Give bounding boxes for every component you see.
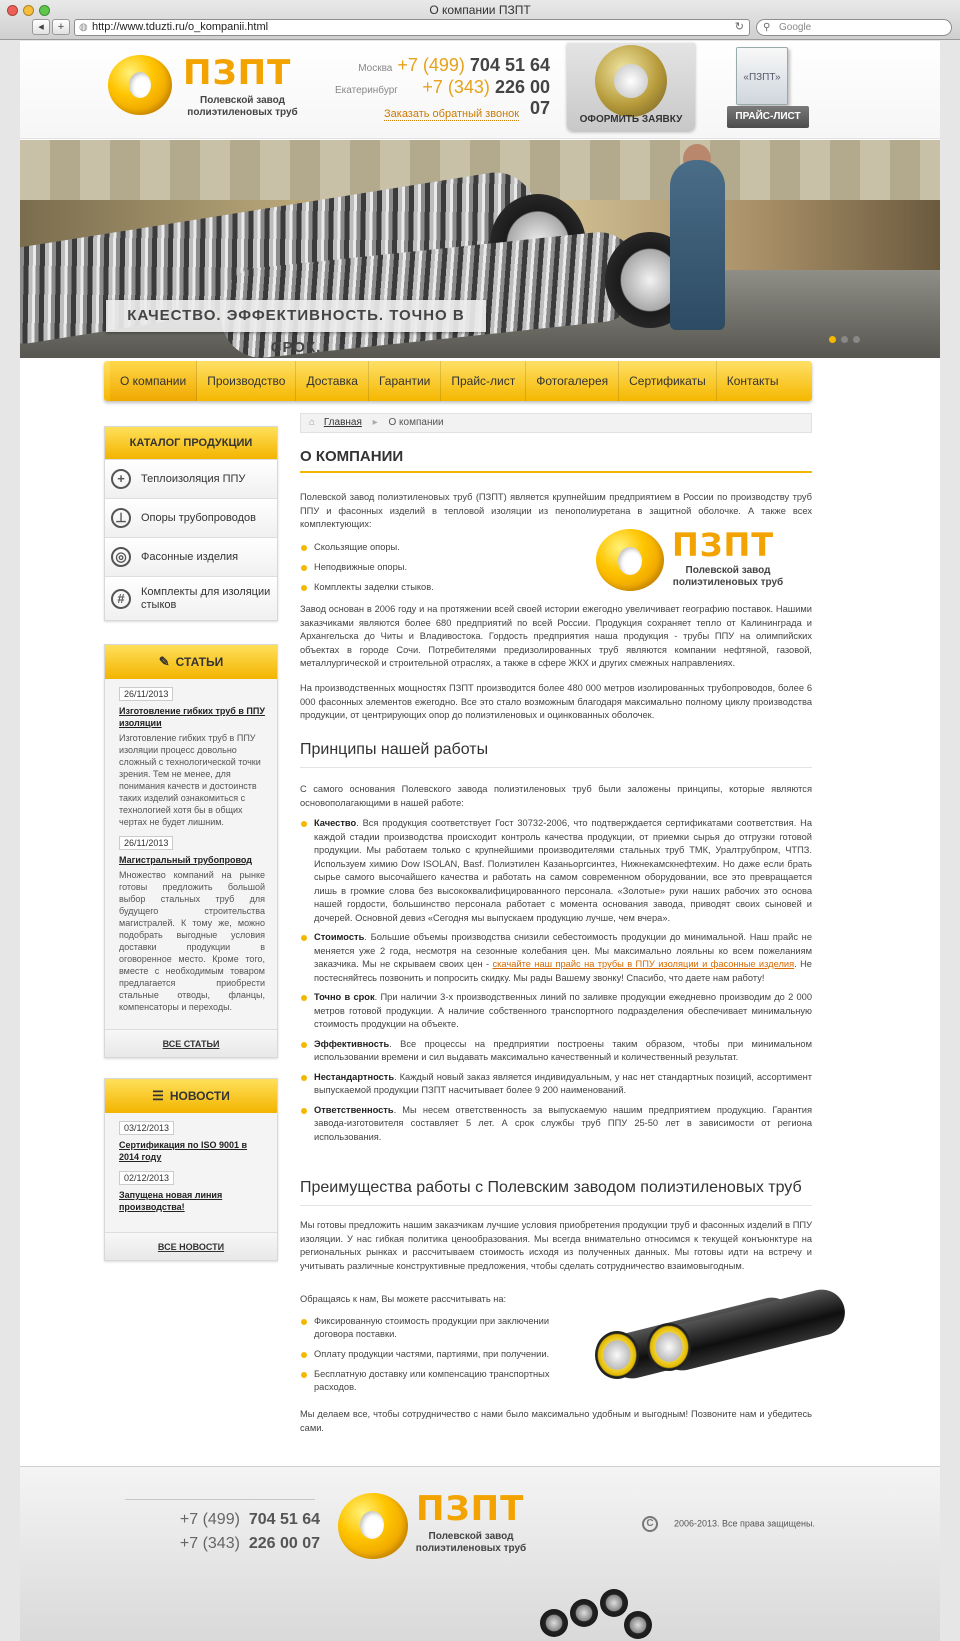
article-excerpt: Изготовление гибких труб в ППУ изоляции процесс довольно сложный с технологической точки зрения. Тем не менее, для понимания качеств и достоинств таких изделий ознакомиться с технологией хотя бы в общих чертах не будет лишним.: [119, 733, 261, 827]
pipes-product-image: [587, 1277, 807, 1399]
gold-ring-icon: [595, 45, 667, 117]
window-title: О компании ПЗПТ: [429, 3, 531, 17]
menu-item-price-list[interactable]: Прайс-лист: [441, 361, 526, 401]
articles-title: СТАТЬИ: [175, 655, 224, 669]
logo-subtitle: [180, 95, 305, 118]
main-menu: [104, 361, 812, 401]
principle-responsibility: Ответственность. Мы несем ответственность за выпускаемую нашим предприятием продукцию. Гарантия завода-изготовителя составляет 5 лет. А срок службы труб ППУ 25-50 лет в зависимости от региона использования.: [300, 1104, 812, 1145]
phone-moscow[interactable]: [335, 55, 550, 77]
logo-subtitle-line1: Полевской завод: [200, 95, 285, 106]
article-title-link[interactable]: Изготовление гибких труб в ППУ изоляции: [119, 706, 265, 728]
advantages-heading: Преимущества работы с Полевским заводом полиэтиленовых труб: [300, 1179, 812, 1206]
logo-text: ПЗПТ: [416, 1489, 525, 1529]
url-text: http://www.tduzti.ru/o_kompanii.html: [92, 21, 269, 33]
phone-number: +7 (343) 226 00 07: [422, 77, 550, 118]
catalog-item-joint-kits[interactable]: [105, 576, 277, 620]
articles-header: [105, 645, 277, 679]
phone-city: Екатеринбург: [335, 85, 398, 96]
globe-icon: ◍: [79, 22, 88, 33]
principle-efficiency: Эффективность. Все процессы на предприятии построены таким образом, чтобы при минимальном использовании времени и сил выдавать максимально качественный и количественный результат.: [300, 1038, 812, 1065]
hero-banner: [20, 140, 940, 358]
advantages-lead: Обращаясь к нам, Вы можете рассчитывать на:: [300, 1294, 507, 1304]
all-articles-link[interactable]: ВСЕ СТАТЬИ: [105, 1029, 277, 1057]
download-price-link[interactable]: скачайте наш прайс на трубы в ППУ изоляции и фасонные изделия: [492, 959, 795, 969]
logo-ring-icon: [338, 1493, 408, 1559]
ring-icon: ◎: [111, 547, 131, 567]
site-footer: [20, 1466, 940, 1641]
news-date: 03/12/2013: [119, 1121, 174, 1135]
principle-quality: Качество. Вся продукция соответствует Гост 30732-2006, что подтверждается сертификатами соответствия. На каждой стадии производства происходит контроль качества продукции, от приемки сырья до отгрузки готовой продукции. Мы работаем только с крупнейшими производителями стальных труб ТМК, Уралтрубпром, ЧТПЗ. Используем химию Dow ISOLAN, Basf. Полиэтилен Казаньоргсинтез, Нижнекамскнефтехим. Но даже если брать сырье самого высочайшего качества и работать на самом современном оборудовании, все это превращается лишь в громкие слова без высококвалифицированного персонала. «Золотые» руки наших рабочих это основа нашей гордости, большинство персонала работает с момента основания завода, приводят своих сыновей и дочерей. Основной девиз «Сегодня мы выпускаем продукцию лучше, чем вчера».: [300, 817, 812, 925]
advantages-paragraph: Мы готовы предложить нашим заказчикам лучшие условия приобретения продукции труб и фасонных изделий в ППУ изоляции. У нас гибкая политика ценообразования. Мы всегда внимательно относимся к текущей конъюнктуре на региональных рынках и рассчитываем стоимость исходя из полученных данных. Мы готовы идти на встречу и учитывать различные конструктивные предложения, чтобы сделать сотрудничество взаимовыгодным.: [300, 1220, 812, 1271]
catalog-item-label: Комплекты для изоляции стыков: [141, 585, 271, 611]
menu-item-production[interactable]: Производство: [197, 361, 296, 401]
list-item: Скользящие опоры.: [300, 541, 550, 554]
pipe-end-shape: [600, 1589, 628, 1617]
phone-city: Москва: [358, 63, 393, 74]
article-date: 26/11/2013: [119, 687, 173, 701]
logo-subtitle-line2: полиэтиленовых труб: [415, 1542, 527, 1554]
catalog-item-fittings[interactable]: [105, 537, 277, 576]
slider-dot[interactable]: [853, 336, 860, 343]
pipe-end-shape: [540, 1609, 568, 1637]
principle-on-time: Точно в срок. При наличии 3-х производственных линий по заливке продукции ежедневно производим до 2 000 метров готовой продукции. А наличие собственного транспортного подразделения обеспечивает минимальную стоимость продукции на объекте.: [300, 991, 812, 1032]
all-news-link[interactable]: ВСЕ НОВОСТИ: [105, 1232, 277, 1260]
document-icon: [736, 47, 788, 105]
news-date: 02/12/2013: [119, 1171, 174, 1185]
footer-phone[interactable]: +7 (499) 704 51 64: [179, 1511, 320, 1528]
pipe-end-shape: [624, 1611, 652, 1639]
pencil-icon: ✎: [158, 654, 170, 669]
list-item: Оплату продукции частями, партиями, при получении.: [300, 1348, 580, 1361]
list-item: Фиксированную стоимость продукции при заключении договора поставки.: [300, 1315, 580, 1341]
slider-dot[interactable]: [841, 336, 848, 343]
pipe-end-shape: [647, 1323, 691, 1371]
catalog-title: КАТАЛОГ ПРОДУКЦИИ: [105, 427, 277, 459]
logo-ring-icon: [596, 529, 664, 591]
article-date: 26/11/2013: [119, 836, 173, 850]
history-paragraph: Завод основан в 2006 году и на протяжении всей своей истории ежегодно увеличивает географию поставок. Нашими заказчиками являются более 680 предприятий по всей России. Продукция сохраняет тепло от Калининграда и Архангельска до Читы и Владивостока. Гордость предприятия наша продукция - трубы ППУ на олимпийских объектах в городе Сочи. Потребителями предизолированных труб являются компании нефтяной, газовой, металлургической и строительной отраслях, а также в сфере ЖКХ и других смежных направлениях.: [300, 604, 812, 668]
slider-dot[interactable]: [829, 336, 836, 343]
components-list: [300, 541, 550, 601]
logo-text: ПЗПТ: [672, 526, 775, 564]
price-list-button[interactable]: [727, 43, 809, 131]
capacity-paragraph: На производственных мощностях ПЗПТ производится более 480 000 метров изолированных трубопроводов, более 6 000 фасонных элементов ежегодно. Все это стало возможным благодаря максимально полному циклу производства продукции, от центрирующих опор до полиэтиленовых и оцинкованных оболочек.: [300, 683, 812, 720]
price-list-label: ПРАЙС-ЛИСТ: [727, 106, 809, 128]
breadcrumb: [300, 413, 812, 433]
catalog-item-label: Теплоизоляция ППУ: [141, 472, 246, 485]
catalog-item-ppu[interactable]: [105, 459, 277, 498]
logo-subtitle-line2: полиэтиленовых труб: [672, 576, 784, 588]
intro-paragraph: Полевской завод полиэтиленовых труб (ПЗПТ) является крупнейшим предприятием в России по производству труб ППУ и фасонных изделий в тепловой изоляции из пенополиуретана в защитной оболочке. А также всех комплектующих:: [300, 492, 812, 529]
menu-item-delivery[interactable]: Доставка: [296, 361, 369, 401]
callback-link[interactable]: Заказать обратный звонок: [384, 108, 520, 120]
closing-paragraph: Мы делаем все, чтобы сотрудничество с нами было максимально удобным и выгодным! Позвоните нам и убедитесь сами.: [300, 1409, 812, 1433]
order-label: ОФОРМИТЬ ЗАЯВКУ: [579, 114, 683, 125]
news-title-link[interactable]: Запущена новая линия производства!: [119, 1190, 223, 1212]
principle-cost: Стоимость. Большие объемы производства снизили себестоимость продукции до минимальной. Наш прайс не меняется уже 2 года, несмотря на сезонные колебания цен. Мы максимально лояльны ко всем пожеланиям заказчика. Мы не скрываем своих цен - скачайте наш прайс на трубы в ППУ изоляции и фасонные изделия. Не постесняйтесь позвонить и попросить скидку. Мы рады Вашему звонку! Спасибо, что даете нам работу!: [300, 931, 812, 985]
logo-ring-icon: [108, 55, 172, 115]
address-bar[interactable]: [74, 19, 750, 36]
advantages-list: [300, 1315, 580, 1401]
menu-item-certificates[interactable]: Сертификаты: [619, 361, 717, 401]
support-icon: ⊥: [111, 508, 131, 528]
search-input[interactable]: [756, 19, 952, 36]
menu-item-about[interactable]: О компании: [110, 361, 197, 401]
catalog-item-label: Фасонные изделия: [141, 550, 239, 563]
news-title: НОВОСТИ: [169, 1089, 230, 1103]
pipe-end-shape: [595, 1331, 639, 1379]
phone-number: +7 (499) 704 51 64: [397, 55, 550, 75]
footer-phones: [148, 1511, 320, 1559]
copyright-text: 2006-2013. Все права защищены.: [674, 1518, 815, 1529]
menu-item-gallery[interactable]: Фотогалерея: [526, 361, 619, 401]
breadcrumb-home-link[interactable]: Главная: [323, 417, 362, 428]
list-item: Бесплатную доставку или компенсацию транспортных расходов.: [300, 1368, 580, 1394]
footer-divider: [125, 1499, 315, 1500]
add-bookmark-button[interactable]: +: [52, 19, 70, 35]
copyright: [642, 1516, 815, 1532]
page-title: О КОМПАНИИ: [300, 446, 812, 473]
browser-chrome: [0, 0, 960, 40]
catalog-box: [104, 426, 278, 621]
breadcrumb-current: О компании: [388, 417, 444, 428]
sidebar: [104, 426, 278, 1252]
articles-widget: [104, 644, 278, 1058]
catalog-item-supports[interactable]: [105, 498, 277, 537]
menu-item-guarantees[interactable]: Гарантии: [369, 361, 441, 401]
principles-heading: Принципы нашей работы: [300, 741, 812, 768]
search-icon: ⚲: [763, 22, 771, 33]
reload-icon[interactable]: ↻: [734, 21, 744, 33]
banner-caption: КАЧЕСТВО. ЭФФЕКТИВНОСТЬ. ТОЧНО В СРОК.: [106, 300, 486, 332]
news-widget: [104, 1078, 278, 1261]
page: [20, 41, 940, 1641]
breadcrumb-separator-icon: ▸: [372, 417, 378, 428]
search-placeholder: Google: [779, 22, 812, 33]
home-icon[interactable]: ⌂: [309, 417, 316, 428]
list-item: Комплекты заделки стыков.: [300, 581, 550, 594]
principles-intro: С самого основания Полевского завода полиэтиленовых труб были заложены принципы, которые являются основополагающими в нашей работе:: [300, 784, 812, 808]
news-title-link[interactable]: Сертификация по ISO 9001 в 2014 году: [119, 1140, 248, 1162]
list-item: Неподвижные опоры.: [300, 561, 550, 574]
catalog-item-label: Опоры трубопроводов: [141, 511, 256, 524]
pipe-end-shape: [570, 1599, 598, 1627]
grid-globe-icon: #: [111, 589, 131, 609]
menu-item-contacts[interactable]: Контакты: [726, 374, 779, 388]
news-header: [105, 1079, 277, 1113]
logo-subtitle-line2: полиэтиленовых труб: [187, 106, 298, 118]
back-button[interactable]: ◂: [32, 19, 50, 35]
slider-dots: [829, 336, 860, 343]
article-title-link[interactable]: Магистральный трубопровод: [119, 855, 253, 865]
footer-phone[interactable]: +7 (343) 226 00 07: [179, 1535, 320, 1552]
logo-subtitle-line1: Полевской завод: [428, 1531, 514, 1542]
document-label: «ПЗПТ»: [743, 72, 781, 83]
principles-list: [300, 817, 812, 1150]
order-button[interactable]: [567, 43, 695, 131]
logo-subtitle-line1: Полевской завод: [685, 565, 771, 576]
principle-custom: Нестандартность. Каждый новый заказ является индивидуальным, у нас нет стандартных позиций, ассортимент выпускаемой продукции ПЗПТ насчитывает более 9 200 наименований.: [300, 1071, 812, 1098]
logo-subtitle: [666, 565, 790, 588]
plus-circle-icon: +: [111, 469, 131, 489]
site-header: [20, 41, 940, 139]
copyright-icon: C: [642, 1516, 658, 1532]
logo-text: ПЗПТ: [183, 53, 292, 93]
logo-subtitle: [406, 1531, 536, 1554]
footer-pipes-image: [540, 1559, 650, 1641]
chat-icon: ☰: [152, 1088, 164, 1103]
article-excerpt: Множество компаний на рынке готовы предложить большой выбор стальных труб для будущего строительства магистралей. К тому же, можно подобрать выгодные условия доставки продукции в оговоренное место. Кроме того, вместе с необходимым товаром предлагается приобрести стальные отводы, фланцы, компенсаторы и переходы.: [119, 870, 265, 1012]
worker-figure: [670, 160, 725, 330]
